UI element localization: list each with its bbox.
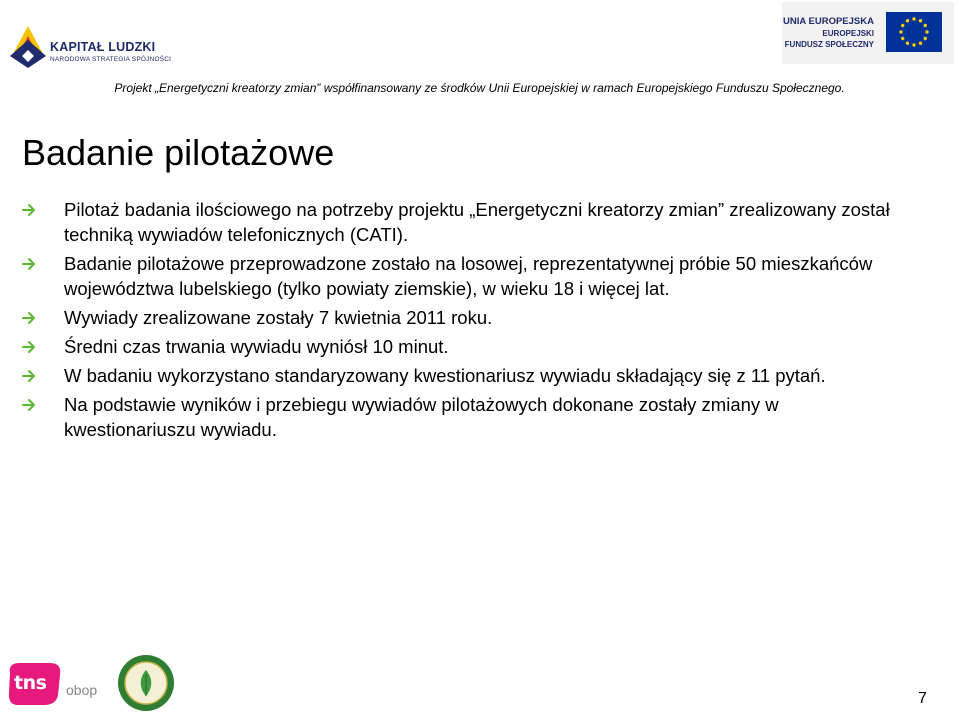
bullet-item [0,334,904,359]
bullet-list [0,197,959,446]
page-number: 7 [918,690,927,707]
eu-star-icon [924,37,927,40]
eu-star-icon [899,30,902,33]
bullet-item [0,197,904,247]
eu-star-icon [924,24,927,27]
eu-logo [782,2,954,64]
bullet-text: Na podstawie wyników i przebiegu wywiadów pilotażowych dokonane zostały zmiany w kwestionariuszu wywiadu. [64,394,779,440]
eu-logo-line2: EUROPEJSKI [822,28,874,38]
page-title: Badanie pilotażowe [22,132,335,173]
eu-star-icon [901,24,904,27]
bullet-text: Badanie pilotażowe przeprowadzone zostało na losowej, reprezentatywnej próbie 50 mieszkańców województwa lubelskiego (tylko powiaty ziemskie), w wieku 18 i więcej lat. [64,253,873,299]
eu-star-icon [925,30,928,33]
bullet-item [0,305,904,330]
eu-star-icon [906,19,909,22]
project-line: Projekt „Energetyczni kreatorzy zmian” współfinansowany ze środków Unii Europejskiej w ramach Europejskiego Funduszu Społecznego. [114,81,845,95]
kapital-ludzki-subtext: NARODOWA STRATEGIA SPÓJNOŚCI [50,56,172,63]
eu-logo-line1: UNIA EUROPEJSKA [783,16,874,27]
eu-star-icon [919,42,922,45]
bullet-item [0,363,904,388]
eu-star-icon [912,43,915,46]
eu-logo-line3: FUNDUSZ SPOŁECZNY [784,40,874,49]
bullet-text: W badaniu wykorzystano standaryzowany kwestionariusz wywiadu składający się z 11 pytań. [64,365,826,386]
bullet-item [0,251,904,301]
eu-star-icon [901,37,904,40]
bullet-text: Średni czas trwania wywiadu wyniósł 10 minut. [64,336,449,357]
right-arrow-icon [22,257,36,271]
eu-star-icon [912,17,915,20]
bullet-text: Wywiady zrealizowane zostały 7 kwietnia 2011 roku. [64,307,493,328]
eu-logo-text [783,16,874,51]
tns-logo-text: tns [14,672,47,694]
eu-star-icon [906,42,909,45]
right-arrow-icon [22,398,36,412]
footer-logos [0,650,200,715]
obop-logo-text: obop [66,682,98,698]
seal-logo [117,654,175,712]
right-arrow-icon [22,369,36,383]
right-arrow-icon [22,203,36,217]
bullet-text: Pilotaż badania ilościowego na potrzeby projektu „Energetyczni kreatorzy zmian” zrealizowany został techniką wywiadów telefonicznych (CATI). [64,199,890,245]
eu-flag-icon [886,12,942,52]
right-arrow-icon [22,340,36,354]
right-arrow-icon [22,311,36,325]
eu-star-icon [919,19,922,22]
bullet-item [0,392,904,442]
kapital-ludzki-text: KAPITAŁ LUDZKI [50,40,156,54]
